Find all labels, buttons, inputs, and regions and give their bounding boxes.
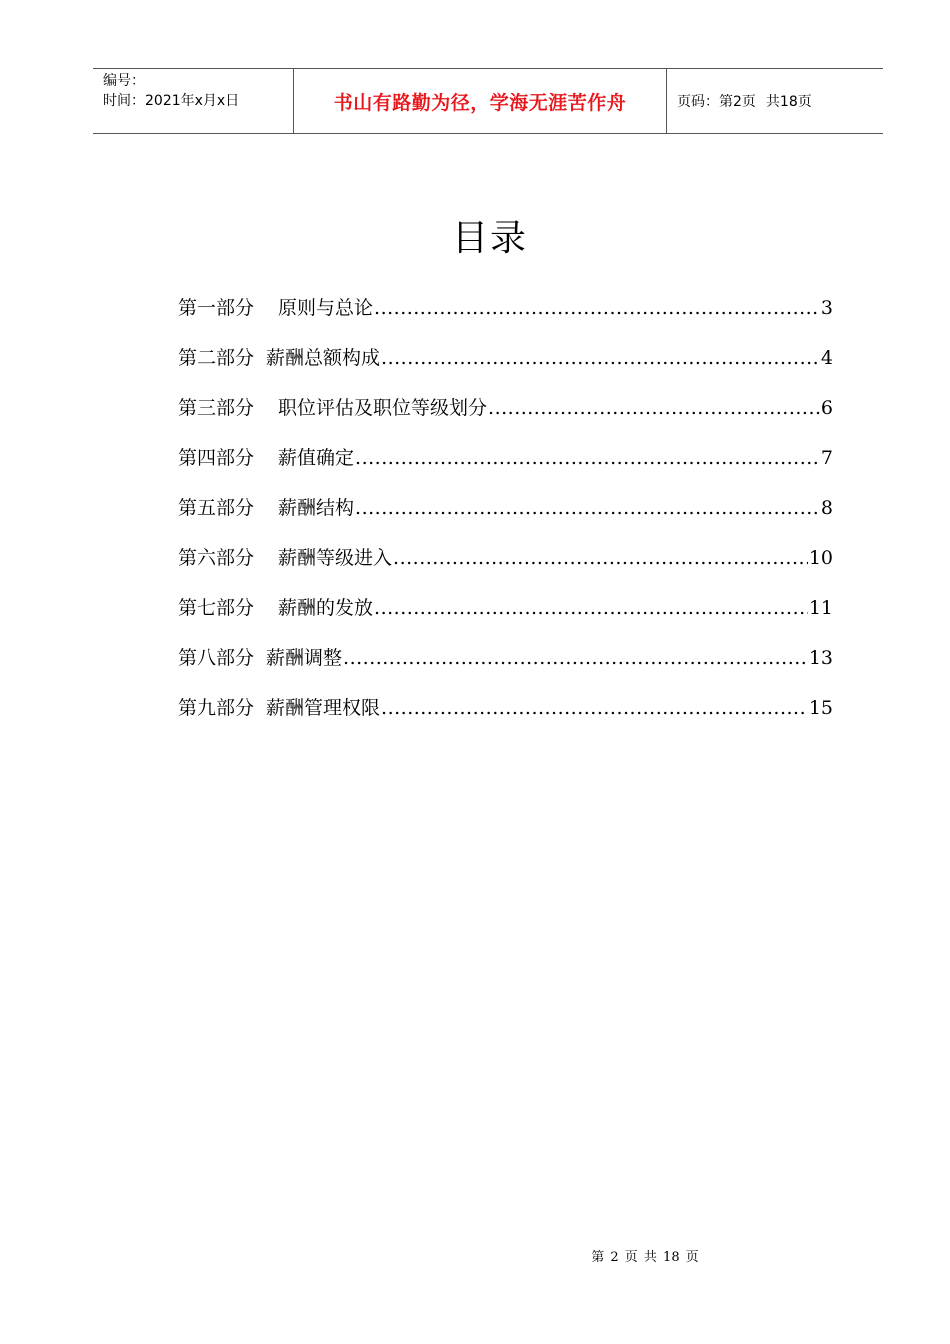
toc-entry-page: 7 bbox=[820, 447, 833, 469]
toc-list bbox=[178, 294, 833, 744]
toc-entry[interactable] bbox=[178, 694, 833, 744]
toc-entry-label: 薪酬总额构成 bbox=[266, 347, 381, 369]
toc-entry-page: 3 bbox=[820, 297, 833, 319]
toc-entry-part: 第四部分 bbox=[178, 447, 255, 469]
toc-entry-part: 第三部分 bbox=[178, 397, 255, 419]
toc-entry-part: 第七部分 bbox=[178, 597, 255, 619]
toc-entry-label: 薪值确定 bbox=[278, 447, 355, 469]
toc-entry-label: 薪酬结构 bbox=[278, 497, 355, 519]
toc-dot-leader bbox=[488, 394, 820, 422]
toc-dot-leader bbox=[381, 694, 808, 722]
toc-entry-label: 薪酬调整 bbox=[266, 647, 343, 669]
toc-dot-leader bbox=[374, 294, 820, 322]
toc-entry-page: 15 bbox=[808, 697, 833, 719]
toc-entry-part: 第九部分 bbox=[178, 697, 255, 719]
toc-entry-part: 第八部分 bbox=[178, 647, 255, 669]
header-page-label: 页码：第2页 bbox=[677, 94, 756, 110]
toc-entry[interactable] bbox=[178, 444, 833, 494]
toc-entry[interactable] bbox=[178, 294, 833, 344]
toc-dot-leader bbox=[393, 544, 808, 572]
toc-entry-label: 薪酬等级进入 bbox=[278, 547, 393, 569]
header-meta-cell bbox=[93, 69, 294, 133]
page-header bbox=[93, 68, 883, 134]
header-page-cell bbox=[667, 69, 883, 133]
doc-number-label: 编号： bbox=[103, 73, 145, 89]
header-slogan: 书山有路勤为径，学海无涯苦作舟 bbox=[333, 91, 627, 114]
toc-entry[interactable] bbox=[178, 644, 833, 694]
toc-entry[interactable] bbox=[178, 344, 833, 394]
toc-entry[interactable] bbox=[178, 544, 833, 594]
toc-entry-page: 10 bbox=[808, 547, 833, 569]
toc-entry[interactable] bbox=[178, 494, 833, 544]
header-slogan-cell bbox=[294, 69, 667, 133]
toc-dot-leader bbox=[374, 594, 808, 622]
toc-entry-page: 13 bbox=[808, 647, 833, 669]
toc-entry-page: 6 bbox=[820, 397, 833, 419]
toc-entry-page: 4 bbox=[820, 347, 833, 369]
toc-entry-part: 第五部分 bbox=[178, 497, 255, 519]
page-footer: 第 2 页 共 18 页 bbox=[591, 1250, 699, 1265]
header-total-label: 共18页 bbox=[765, 94, 812, 110]
toc-entry-page: 8 bbox=[820, 497, 833, 519]
toc-entry-label: 薪酬管理权限 bbox=[266, 697, 381, 719]
doc-time-label: 时间：2021年x月x日 bbox=[103, 93, 240, 109]
toc-entry[interactable] bbox=[178, 394, 833, 444]
toc-dot-leader bbox=[343, 644, 808, 672]
toc-entry-part: 第一部分 bbox=[178, 297, 255, 319]
toc-dot-leader bbox=[355, 444, 820, 472]
toc-entry-part: 第二部分 bbox=[178, 347, 255, 369]
toc-entry[interactable] bbox=[178, 594, 833, 644]
toc-entry-label: 薪酬的发放 bbox=[278, 597, 374, 619]
toc-entry-page: 11 bbox=[808, 597, 833, 619]
toc-title: 目录 bbox=[451, 218, 528, 260]
toc-dot-leader bbox=[381, 344, 820, 372]
toc-entry-label: 原则与总论 bbox=[278, 297, 374, 319]
toc-dot-leader bbox=[355, 494, 820, 522]
toc-entry-label: 职位评估及职位等级划分 bbox=[278, 397, 488, 419]
toc-entry-part: 第六部分 bbox=[178, 547, 255, 569]
